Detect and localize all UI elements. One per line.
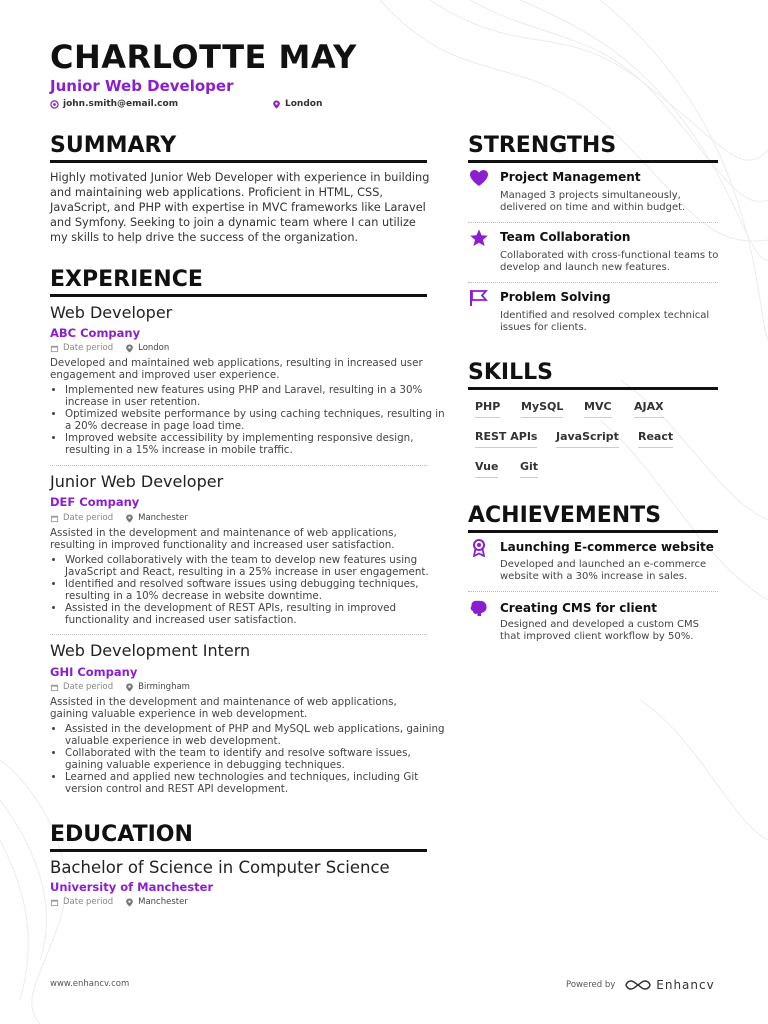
location-pin-icon bbox=[125, 344, 134, 353]
list-item: • Collaborated with the team to identify and resolve software issues, gaining valuable experience in debugging techniques. bbox=[65, 747, 445, 771]
brain-icon bbox=[469, 599, 489, 617]
footer-branding[interactable] bbox=[566, 978, 715, 992]
divider bbox=[468, 591, 718, 592]
strength-description: Collaborated with cross-functional teams to develop and launch new features. bbox=[500, 250, 719, 273]
calendar-icon bbox=[50, 898, 59, 907]
skill-tag: MVC bbox=[584, 400, 612, 418]
skills-heading: SKILLS bbox=[468, 360, 718, 390]
award-icon bbox=[469, 539, 489, 557]
job-meta bbox=[50, 682, 190, 692]
strengths-heading: STRENGTHS bbox=[468, 133, 718, 163]
education-meta bbox=[50, 897, 188, 907]
at-icon bbox=[50, 100, 59, 109]
achievement-title: Launching E-commerce website bbox=[500, 540, 714, 554]
job-bullets bbox=[50, 384, 445, 456]
email-text: john.smith@email.com bbox=[63, 99, 179, 109]
company-name: DEF Company bbox=[50, 495, 140, 509]
achievement-title: Creating CMS for client bbox=[500, 601, 658, 615]
location-contact bbox=[272, 99, 322, 109]
list-item: • Learned and applied new technologies and techniques, including Git version control and REST API development. bbox=[65, 771, 445, 795]
skill-tag: JavaScript bbox=[556, 430, 619, 448]
job-bullets bbox=[50, 554, 445, 626]
date-period: Date period bbox=[63, 513, 114, 523]
brand-logo bbox=[625, 978, 714, 992]
job-bullets bbox=[50, 723, 445, 795]
job-location: London bbox=[138, 343, 170, 353]
list-item: • Implemented new features using PHP and Laravel, resulting in a 30% increase in user retention. bbox=[65, 384, 445, 408]
skill-tag: React bbox=[638, 430, 673, 448]
resume-name: CHARLOTTE MAY bbox=[50, 38, 357, 76]
enhancv-logo-icon bbox=[625, 979, 651, 991]
divider bbox=[50, 465, 427, 466]
skill-tag: REST APIs bbox=[475, 430, 537, 448]
skill-tag: MySQL bbox=[521, 400, 563, 418]
resume-title: Junior Web Developer bbox=[50, 77, 234, 95]
date-period: Date period bbox=[63, 897, 114, 907]
company-name: GHI Company bbox=[50, 665, 138, 679]
list-item: • Optimized website performance by using caching techniques, resulting in a 20% decrease in page load time. bbox=[65, 408, 445, 432]
degree-title: Bachelor of Science in Computer Science bbox=[50, 858, 390, 877]
education-heading: EDUCATION bbox=[50, 822, 427, 852]
strength-description: Managed 3 projects simultaneously, delivered on time and within budget. bbox=[500, 190, 686, 213]
location-pin-icon bbox=[272, 100, 281, 109]
achievements-heading: ACHIEVEMENTS bbox=[468, 503, 718, 533]
powered-by-label: Powered by bbox=[566, 980, 616, 990]
strength-title: Project Management bbox=[500, 170, 641, 184]
footer-website-link[interactable]: www.enhancv.com bbox=[50, 979, 130, 989]
star-icon bbox=[469, 229, 489, 247]
job-meta bbox=[50, 513, 188, 523]
strength-title: Team Collaboration bbox=[500, 230, 631, 244]
list-item: • Assisted in the development of PHP and MySQL web applications, gaining valuable experience in web development. bbox=[65, 723, 445, 747]
location-pin-icon bbox=[125, 683, 134, 692]
list-item: • Assisted in the development of REST APIs, resulting in improved functionality and increased user satisfaction. bbox=[65, 602, 445, 626]
flag-icon bbox=[469, 289, 489, 307]
job-title: Web Developer bbox=[50, 303, 173, 322]
calendar-icon bbox=[50, 344, 59, 353]
company-name: ABC Company bbox=[50, 326, 141, 340]
location-pin-icon bbox=[125, 514, 134, 523]
list-item: • Worked collaboratively with the team to develop new features using JavaScript and React, resulting in a 25% increase in user engagement. bbox=[65, 554, 445, 578]
skill-tag: Vue bbox=[475, 460, 498, 478]
school-name: University of Manchester bbox=[50, 880, 214, 894]
heart-icon bbox=[469, 169, 489, 187]
job-title: Junior Web Developer bbox=[50, 472, 224, 491]
brand-name: Enhancv bbox=[656, 978, 715, 992]
email-contact[interactable] bbox=[50, 99, 178, 109]
job-location: Birmingham bbox=[138, 682, 190, 692]
list-item: • Identified and resolved software issues using debugging techniques, resulting in a 10% decrease in website downtime. bbox=[65, 578, 445, 602]
job-meta bbox=[50, 343, 169, 353]
skill-tag: AJAX bbox=[634, 400, 664, 418]
strength-title: Problem Solving bbox=[500, 290, 611, 304]
summary-heading: SUMMARY bbox=[50, 133, 427, 163]
job-description: Developed and maintained web applications, resulting in increased user engagement and improved user experience. bbox=[50, 357, 423, 381]
strength-description: Identified and resolved complex technical issues for clients. bbox=[500, 310, 710, 333]
achievement-description: Designed and developed a custom CMS that improved client workflow by 50%. bbox=[500, 619, 699, 642]
job-title: Web Development Intern bbox=[50, 641, 251, 660]
education-location: Manchester bbox=[138, 897, 188, 907]
job-location: Manchester bbox=[138, 513, 188, 523]
calendar-icon bbox=[50, 514, 59, 523]
experience-heading: EXPERIENCE bbox=[50, 267, 427, 297]
skill-tag: Git bbox=[520, 460, 538, 478]
job-description: Assisted in the development and maintenance of web applications, resulting in improved functionality and increased user satisfaction. bbox=[50, 527, 397, 551]
location-text: London bbox=[285, 99, 323, 109]
date-period: Date period bbox=[63, 343, 114, 353]
divider bbox=[50, 634, 427, 635]
list-item: • Improved website accessibility by implementing responsive design, resulting in a 15% increase in mobile traffic. bbox=[65, 432, 445, 456]
skill-tag: PHP bbox=[475, 400, 500, 418]
divider bbox=[468, 282, 718, 283]
calendar-icon bbox=[50, 683, 59, 692]
job-description: Assisted in the development and maintenance of web applications, gaining valuable experience in web development. bbox=[50, 696, 397, 720]
divider bbox=[468, 222, 718, 223]
summary-text: Highly motivated Junior Web Developer with experience in building and maintaining web applications. Proficient in HTML, CSS, JavaScript, and PHP with expertise in MVC frameworks like Laravel and Symfony. Seeking to join a dynamic team where I can utilize my skills to help drive the success of the organization. bbox=[50, 171, 430, 244]
date-period: Date period bbox=[63, 682, 114, 692]
achievement-description: Developed and launched an e-commerce website with a 30% increase in sales. bbox=[500, 559, 707, 582]
location-pin-icon bbox=[125, 898, 134, 907]
